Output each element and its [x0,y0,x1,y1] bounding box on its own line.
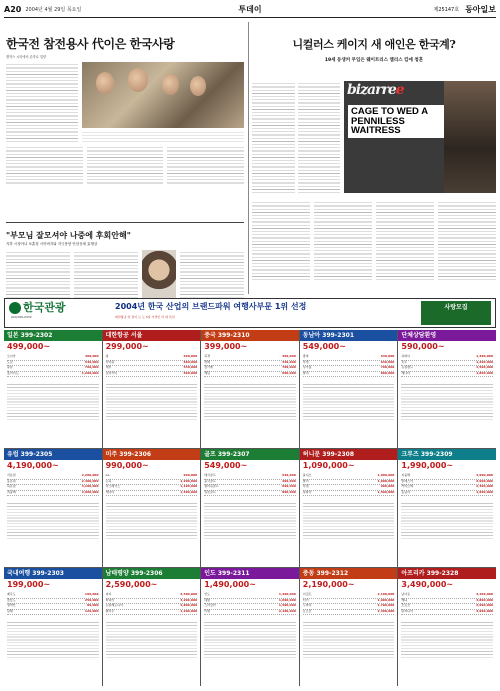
ad-row-price: 1,590,000 [377,489,395,494]
ad-row-price: 3,990,000 [476,608,493,613]
ad-row [7,610,99,616]
ad-row-price: 1,290,000 [81,370,99,375]
ad-row-price: 549,000 [84,359,99,364]
ad-rows [300,472,398,498]
ad-fineprint [106,382,198,422]
ad-row-price: 1,690,000 [278,597,296,602]
ad-row-price: 499,000 [282,478,296,483]
ad-row [106,372,198,378]
ad-title: 허니문 399-2308 [300,449,398,460]
ad-destination: 북유럽 [7,484,16,489]
text-column [298,81,341,193]
ad-row-price: 3,490,000 [476,592,493,597]
ad-row [401,610,493,616]
ad-row-price: 1,990,000 [476,489,493,494]
ad-destination: 세부 [105,365,112,370]
ad-row-price: 1,290,000 [476,359,493,364]
ad-price: 1,990,000~ [401,461,454,470]
right-story-body [252,81,340,193]
ad-title: 대한항공 서울 [103,330,201,341]
ad-price: 590,000~ [401,342,445,351]
ad-row-price: 1,990,000 [377,597,395,602]
ad-row-price: 499,000 [84,354,99,359]
ad-row-price: 1,590,000 [278,603,296,608]
ad-rows [103,472,201,498]
ad-box [4,568,102,686]
ad-price: 549,000~ [204,461,248,470]
ad-destination: 터키 [302,597,309,602]
brand-logo-icon [9,302,21,314]
ad-fineprint [7,620,99,660]
ad-destination: 피지 [105,592,112,597]
ad-row-price: 990,000 [380,484,395,489]
ad-destination: 케냐 [401,597,408,602]
photo-face [190,76,206,96]
ad-row-price: 669,000 [183,359,198,364]
travel-ad-grid [4,330,496,686]
ad-rows [300,591,398,617]
ad-row-price: 2,490,000 [476,484,493,489]
ad-row-price: 1,490,000 [278,592,296,597]
ad-row-price: 890,000 [380,370,395,375]
ad-rows [398,472,496,498]
ad-destination: 뉴칼레도니아 [105,603,123,608]
text-column [180,250,244,300]
ad-rows [4,591,102,617]
ad-destination: 오사카 [7,354,16,359]
ad-destination: 이집트 [302,592,312,597]
ad-destination: 캐나다 [401,370,411,375]
ad-destination: 하와이 [302,489,312,494]
ad-row-price: 1,890,000 [476,370,493,375]
ad-row-price: 99,000 [87,603,99,608]
ad-destination: 푸켓 [302,484,309,489]
text-column [438,200,496,280]
ad-row [303,610,395,616]
ad-destination: 발리 [302,370,309,375]
issue-date: 2004년 4월 29일 목요일 [25,6,82,13]
page-number: A20 [4,5,22,14]
text-column [6,145,83,185]
ad-box [300,330,398,448]
photo-face [128,68,148,92]
ad-row [401,491,493,497]
ad-brand: 한국관광 [9,301,66,315]
ad-title: 유럽 399-2305 [4,449,102,460]
ad-rows [201,472,299,498]
ad-destination: 동유럽 [7,478,16,483]
ad-row-price: 2,290,000 [81,473,99,478]
ad-destination: 사이판 [105,359,115,364]
ad-destination: 일본골프 [204,489,216,494]
right-story-deck: 19세 동생커 무입은 웨이트리스 앨리스 킴에 청혼 [324,57,424,63]
quote-story-body [6,250,244,300]
ad-row [204,372,296,378]
text-column [167,145,244,185]
ad-destination: 장가계 [204,365,213,370]
left-photo-block [82,62,244,142]
ad-row-price: 1,290,000 [180,478,198,483]
ad-row-price: 549,000 [282,473,296,478]
couple-photo [444,81,496,193]
ad-destination: 인도 [204,592,210,597]
ad-destination: 중국골프 [204,478,216,483]
ad-box [201,449,299,567]
ad-destination: 남아공 [401,592,411,597]
ad-row-price: 2,990,000 [476,478,493,483]
ad-destination: 몰디브 [302,473,312,478]
ad-title: 국내여행 399-2303 [4,568,102,579]
ad-row [7,372,99,378]
ad-box [4,330,102,448]
ad-title: 인도 399-2311 [201,568,299,579]
ad-row-price: 2,390,000 [377,608,395,613]
ad-row [303,491,395,497]
ad-destination: 남해 [7,608,13,613]
masthead-right [434,5,497,15]
text-column [314,200,372,280]
tabloid-logo: bizarree [347,82,404,98]
tabloid-photo [344,81,496,193]
ad-box [398,449,496,567]
issue-number: 제25147호 [433,6,460,13]
ad-destination: 동남아 [401,489,411,494]
ad-destination: 북경 [204,354,210,359]
ad-destination: 티벳 [204,608,210,613]
ad-destination: 제주도 [7,592,16,597]
ad-destination: 캐나다 [105,489,115,494]
ad-row-price: 1,390,000 [476,354,493,359]
left-story-headline: 한국전 참전용사 代이은 한국사랑 [6,37,175,51]
ad-destination: 방콕 [302,354,309,359]
ad-title: 일본 399-2302 [4,330,102,341]
ad-destination: LA [105,473,110,478]
ad-destination: 하와이 [401,354,411,359]
photo-caption [82,130,244,142]
quote-story [6,230,244,300]
ad-destination: 발리 [302,478,309,483]
ad-row [106,610,198,616]
ad-price: 199,000~ [7,580,51,589]
ad-fineprint [303,382,395,422]
ad-row-price: 799,000 [84,365,99,370]
left-story-byline: 캔자스 시티에서 손자로 입양 [6,55,46,60]
ad-box [103,568,201,686]
ad-destination: 도쿄 [7,359,13,364]
paper-name: 동아일보 [465,5,496,14]
ad-rows [103,591,201,617]
ad-row-price: 3,290,000 [180,597,198,602]
ad-destination: 지중해 [401,473,411,478]
ad-price: 3,490,000~ [401,580,454,589]
ad-destination: 상해 [204,359,210,364]
ad-title: 아프리카 399-2328 [398,568,496,579]
ad-title: 중국 399-2310 [201,330,299,341]
ad-title: 중동 399-2312 [300,568,398,579]
ad-row-price: 3,990,000 [476,473,493,478]
ad-row-price: 2,190,000 [278,608,296,613]
left-story [6,38,244,185]
text-column [74,250,138,300]
ad-title: 남태평양 399-2306 [103,568,201,579]
photo-face [96,72,114,94]
ad-box [300,449,398,567]
ad-row-price: 799,000 [282,365,296,370]
ad-row-price: 3,190,000 [81,484,99,489]
ad-row-price: 790,000 [380,365,395,370]
text-column [252,81,295,193]
ad-destination: 팔라우 [105,608,115,613]
ad-box [398,568,496,686]
ad-row-price: 990,000 [183,473,198,478]
ad-row-price: 2,890,000 [180,603,198,608]
ad-price: 549,000~ [302,342,346,351]
left-story-body [6,62,244,142]
ad-destination: 계림 [204,370,210,375]
ad-destination: 푸켓 [302,359,309,364]
ad-row-price: 129,000 [84,608,99,613]
ad-destination: 서유럽 [7,473,16,478]
ad-fineprint [401,382,493,422]
ad-fineprint [204,382,296,422]
photo-face [162,74,179,95]
right-story-lower [252,200,496,280]
ad-slogan-sub: 대한항공 연 전이 는 도 5록 가격인 덕 대 특선 [115,315,175,319]
ad-price: 299,000~ [105,342,149,351]
ad-row-price: 690,000 [282,370,296,375]
ad-box [4,449,102,567]
ad-fineprint [204,501,296,541]
ad-destination: 스리랑카 [204,603,216,608]
ad-row-price: 1,990,000 [377,473,395,478]
ad-destination: 태국골프 [204,473,216,478]
ad-side-box: 사랑모집 [421,301,491,325]
ad-price: 990,000~ [105,461,149,470]
masthead-rule [4,17,496,18]
ad-rows [398,353,496,379]
right-story-headline: 니컬러스 케이지 새 애인은 한국계? [292,38,456,51]
ad-rows [398,591,496,617]
ad-row-price: 1,190,000 [180,484,198,489]
ad-row-price: 1,290,000 [180,608,198,613]
ad-price: 2,590,000~ [105,580,158,589]
ad-price: 399,000~ [204,342,248,351]
ad-destination: 모로코 [401,603,411,608]
ad-destination: 뉴욕 [105,478,112,483]
left-story-text [6,62,78,142]
ad-row-price: 890,000 [282,489,296,494]
ad-destination: 괌 [105,354,109,359]
ad-destination: 싱가폴 [302,365,312,370]
ad-box [201,568,299,686]
ad-title: 골프 399-2307 [201,449,299,460]
ad-row-price: 699,000 [183,370,198,375]
ad-destination: 탄자니아 [401,608,413,613]
ad-box [201,330,299,448]
ad-title: 단체상담환영 [398,330,496,341]
ad-fineprint [303,501,395,541]
ad-box [103,449,201,567]
ad-row-price: 2,490,000 [81,478,99,483]
section-divider [6,222,244,223]
ad-row-price: 699,000 [282,484,296,489]
ad-destination: 큐슈 [7,365,13,370]
ad-destination: 호주 [401,359,408,364]
ad-row-price: 2,990,000 [476,603,493,608]
ad-price: 2,190,000~ [302,580,355,589]
quote-story-subhead: 지하 시청아나 보훈청 시아버지와 지극봉양 안암상세 효행상 [6,242,98,246]
ad-row [7,491,99,497]
ad-fineprint [204,620,296,660]
text-column [87,145,164,185]
ad-destination: 네팔 [204,597,210,602]
ad-rows [300,353,398,379]
ad-phone: (02)399-2332 [11,315,32,319]
masthead [4,4,496,16]
ad-fineprint [7,501,99,541]
ad-row-price: 2,590,000 [180,592,198,597]
ad-row-price: 199,000 [84,592,99,597]
ad-row-price: 1,090,000 [377,478,395,483]
ad-title: 동남아 399-2301 [300,330,398,341]
quote-story-headline: "부모님 잘모셔야 나중에 후회안해" [6,230,131,240]
ad-fineprint [401,620,493,660]
ad-price: 1,090,000~ [302,461,355,470]
ad-row [204,610,296,616]
ad-fineprint [106,620,198,660]
ad-destination: 타히티 [105,597,115,602]
ad-destination: 설악산 [7,603,16,608]
text-column [252,200,310,280]
ad-destination: 지중해 [7,489,16,494]
ad-box [103,330,201,448]
ad-row-price: 549,000 [380,354,395,359]
ad-rows [4,472,102,498]
ad-row-price: 2,990,000 [81,489,99,494]
ad-title: 크루즈 399-2309 [398,449,496,460]
ad-fineprint [7,382,99,422]
right-story [252,38,496,137]
ad-destination: 라스베가스 [105,484,121,489]
ad-row-price: 2,190,000 [377,592,395,597]
ad-fineprint [401,501,493,541]
column-divider [248,22,249,294]
ad-rows [201,353,299,379]
left-story-columns [6,145,244,185]
ad-destination: 보라카이 [105,370,118,375]
ad-destination: 홋카이도 [7,370,19,375]
ad-row-price: 599,000 [183,354,198,359]
ad-destination: 두바이 [302,603,312,608]
travel-ad-banner [4,298,496,328]
ad-row [106,491,198,497]
ad-row-price: 1,790,000 [377,603,395,608]
ad-rows [103,353,201,379]
ad-destination: 필리핀골프 [204,484,219,489]
ad-title: 미주 399-2306 [103,449,201,460]
ad-rows [201,591,299,617]
ad-row-price: 1,590,000 [180,489,198,494]
ad-row-price: 3,890,000 [476,597,493,602]
ad-destination: 울릉도 [7,597,16,602]
body-text-lines [6,62,78,142]
ad-row-price: 540,000 [183,365,198,370]
family-photo [82,62,244,128]
ad-destination: 카리브해 [401,484,413,489]
ad-row-price: 649,000 [380,359,395,364]
ad-row [401,372,493,378]
ad-row [303,372,395,378]
text-column [6,250,70,300]
ad-rows [4,353,102,379]
ad-price: 4,190,000~ [7,461,59,470]
ad-price: 1,490,000~ [204,580,256,589]
ad-price: 499,000~ [7,342,51,351]
ad-row [204,491,296,497]
ad-slogan: 2004년 한국 산업의 브랜드파워 여행사부문 1위 선정 [115,302,307,311]
ad-box [300,568,398,686]
ad-fineprint [106,501,198,541]
ad-destination: 뉴질랜드 [401,365,413,370]
section-title: 투데이 [238,5,262,14]
portrait-photo [142,250,176,300]
ad-row-price: 259,000 [84,597,99,602]
ad-row-price: 1,590,000 [476,365,493,370]
ad-destination: 요르단 [302,608,312,613]
tabloid-headline: CAGE TO WED A PENNILESS WAITRESS [348,105,448,138]
ad-box [398,330,496,448]
ad-fineprint [303,620,395,660]
ad-row-price: 449,000 [282,359,296,364]
ad-row-price: 399,000 [282,354,296,359]
ad-destination: 알래스카 [401,478,413,483]
text-column [376,200,434,280]
